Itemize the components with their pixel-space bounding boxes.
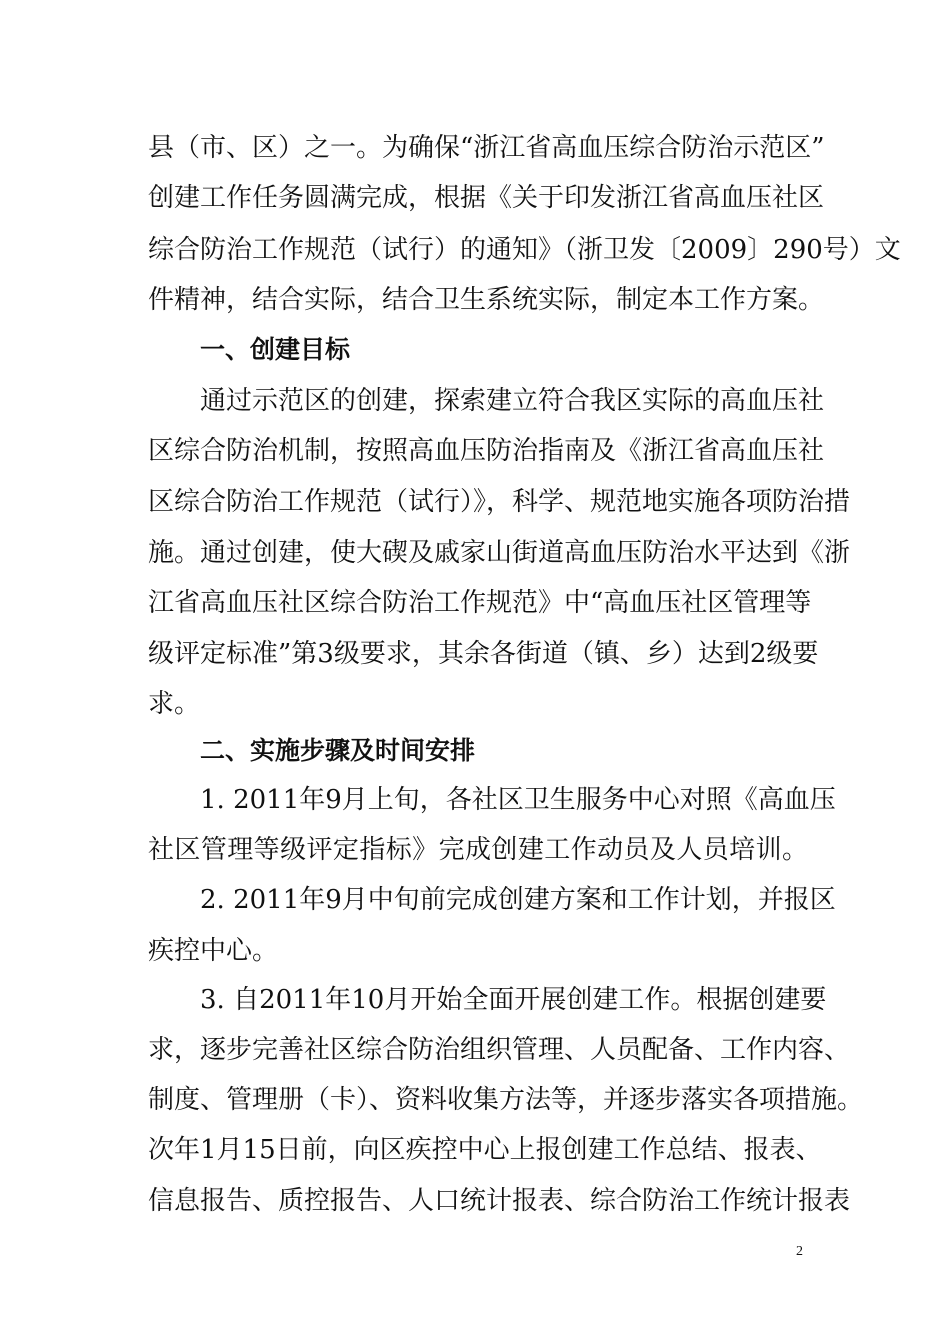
- body-line: 施。通过创建，使大碶及戚家山街道高血压防治水平达到《浙: [148, 538, 851, 568]
- body-line: 县（市、区）之一。为确保“浙江省高血压综合防治示范区”: [148, 133, 825, 163]
- body-line: 级评定标准”第3级要求，其余各街道（镇、乡）达到2级要: [148, 639, 819, 669]
- section-heading-steps: 二、实施步骤及时间安排: [200, 736, 476, 765]
- body-line: 件精神，结合实际，结合卫生系统实际，制定本工作方案。: [148, 285, 825, 315]
- body-line: 3. 自2011年10月开始全面开展创建工作。根据创建要: [200, 985, 827, 1015]
- body-line: 通过示范区的创建，探索建立符合我区实际的高血压社: [200, 386, 825, 416]
- body-line: 2. 2011年9月中旬前完成创建方案和工作计划，并报区: [200, 885, 836, 915]
- body-line: 信息报告、质控报告、人口统计报表、综合防治工作统计报表: [148, 1186, 851, 1216]
- body-line: 江省高血压社区综合防治工作规范》中“高血压社区管理等: [148, 588, 812, 618]
- body-line: 综合防治工作规范（试行）的通知》（浙卫发〔2009〕290号）文: [148, 235, 901, 265]
- body-line: 求，逐步完善社区综合防治组织管理、人员配备、工作内容、: [148, 1035, 851, 1065]
- body-line: 制度、管理册（卡）、资料收集方法等，并逐步落实各项措施。: [148, 1085, 864, 1115]
- body-line: 疾控中心。: [148, 936, 279, 966]
- body-line: 求。: [148, 689, 201, 719]
- body-line: 区综合防治机制，按照高血压防治指南及《浙江省高血压社: [148, 436, 825, 466]
- body-line: 创建工作任务圆满完成，根据《关于印发浙江省高血压社区: [148, 183, 825, 213]
- body-line: 区综合防治工作规范（试行）》，科学、规范地实施各项防治措: [148, 487, 851, 517]
- body-line: 次年1月15日前，向区疾控中心上报创建工作总结、报表、: [148, 1135, 822, 1165]
- page-number: 2: [796, 1244, 803, 1259]
- body-line: 1. 2011年9月上旬，各社区卫生服务中心对照《高血压: [200, 785, 836, 815]
- section-heading-goal: 一、创建目标: [200, 335, 351, 364]
- body-line: 社区管理等级评定指标》完成创建工作动员及人员培训。: [148, 835, 808, 865]
